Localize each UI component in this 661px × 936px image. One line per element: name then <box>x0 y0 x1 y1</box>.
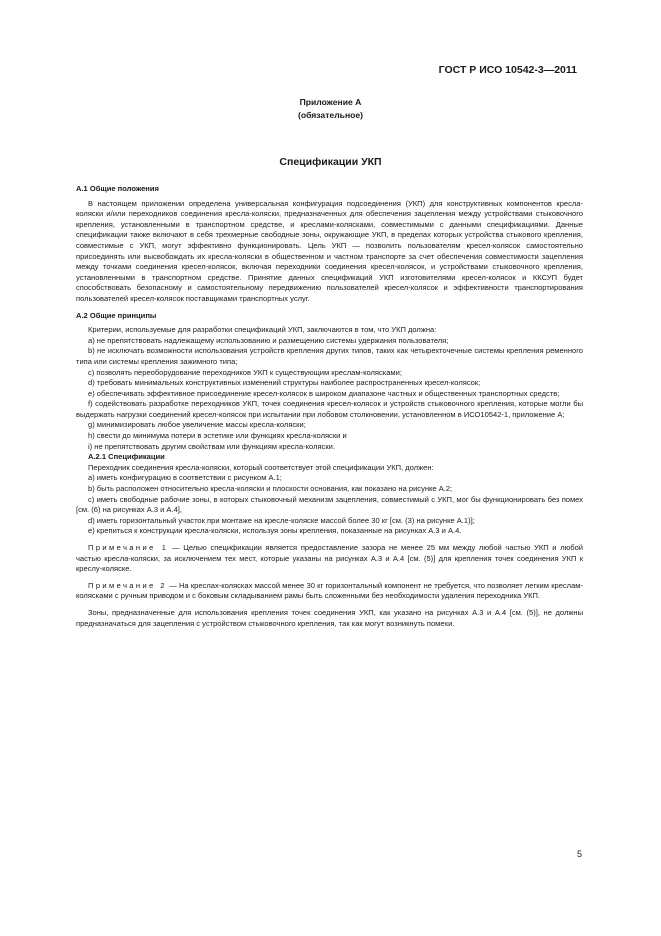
list-item: e) обеспечивать эффективное присоединение кресел-колясок в широком диапазоне частных и общественных транспортных средств; <box>88 388 560 398</box>
note-2 <box>76 581 583 602</box>
annex-label: Приложение А <box>299 97 362 107</box>
list-item: i) не препятствовать другим свойствам или функциям кресла-коляски. <box>88 441 335 451</box>
section-a1-paragraph: В настоящем приложении определена универсальная конфигурация подсоединения (УКП) для конструктивных компонентов кресла-коляски и/или переходников соединения кресла-коляски, предназначенных для обеспечения зацепления между устройствами стыковочного крепления, установленными в транспортном средстве, и креслами-колясками, совместимыми с данными спецификациями. Данные спецификации также включают в себя трехмерные свободные зоны, окружающие УКП, в пределах которых устройства стыкового крепления, совместимые с УКП, могут эффективно функционировать. Цель УКП — позволить пользователям кресел-колясок самостоятельно присоединять или высвобождать их кресла-коляски в общественном и частном транспорте за счет обеспечения совместимости зацепления между точками соединения кресел-колясок, включая переходники соединения кресел-колясок, и устройствами стыковочного крепления, установленными в транспортном средстве. Принятие данных спецификаций УКП изготовителями кресел-колясок и ККСУП будет способствовать безопасному и самостоятельному передвижению пользователей кресел-колясок и эффективности транспортирования пользователей кресел-колясок поставщиками транспортных услуг. <box>76 198 583 303</box>
document-title: Спецификации УКП <box>279 156 382 168</box>
list-item: c) иметь свободные рабочие зоны, в которых стыковочный механизм зацепления, совместимый с УКП, мог бы функционировать без помех [см. (6) на рисунках А.3 и А.4], <box>76 494 583 515</box>
section-a1-heading: А.1 Общие положения <box>76 184 159 193</box>
note-2-text: — На креслах-колясках массой менее 30 кг горизонтальный компонент не требуется, что позволяет легким креслам-колясками с ручным приводом и с боковым складыванием рамы быть сложенными без необходимости удаления переходника УКП. <box>76 580 583 601</box>
note-1-label: Примечание 1 <box>88 543 169 552</box>
note-1-text: — Целью спецификации является предоставление зазора не менее 25 мм между любой частью УКП и любой частью кресла-коляски, за исключением тех мест, которые указаны на рисунках А.3 и А.4 [см. (5)] для крепления точек соединения УКП к креслу-коляске. <box>76 543 583 574</box>
closing-paragraph: Зоны, предназначенные для использования крепления точек соединения УКП, как указано на рисунках А.3 и А.4 [см. (5)], не должны предназначаться для зацепления с устройством стыковочного крепления, так как могут возникнуть помехи. <box>76 607 583 628</box>
annex-heading <box>0 96 661 122</box>
list-item: d) иметь горизонтальный участок при монтаже на кресле-коляске массой более 30 кг [см. (3) на рисунке А.1)]; <box>88 515 475 525</box>
list-item: b) быть расположен относительно кресла-коляски и плоскости основания, как показано на рисунке А.2; <box>88 484 453 494</box>
annex-type: (обязательное) <box>297 110 364 120</box>
list-item: а) не препятствовать надлежащему использованию и размещению системы удержания пользователя; <box>88 335 449 345</box>
list-item: a) иметь конфигурацию в соответствии с рисунком А.1; <box>88 473 282 483</box>
section-a2-intro: Критерии, используемые для разработки спецификаций УКП, заключаются в том, что УКП должна: <box>88 325 437 335</box>
page-number: 5 <box>576 849 582 859</box>
list-item: f) содействовать разработке переходников УКП, точек соединения кресел-колясок и устройств стыковочного крепления, которые могли бы выдержать нагрузки соединений кресел-колясок при испытании при лобовом столкновении, установленном в ИСО10542-1, приложение А; <box>76 399 583 419</box>
list-item: h) свести до минимума потери в эстетике или функциях кресла-коляски и <box>88 431 347 441</box>
list-item: b) не исключать возможности использования устройств крепления других типов, таких как четырехточечные системы крепления ременного типа или системы крепления зажимного типа; <box>76 346 583 366</box>
section-a2-heading: А.2 Общие принципы <box>76 310 157 320</box>
note-2-label: Примечание 2 <box>88 580 167 590</box>
list-item: d) требовать минимальных конструктивных изменений структуры наиболее распространенных кресел-колясок; <box>88 378 481 388</box>
note-1 <box>76 543 583 575</box>
list-item: g) минимизировать любое увеличение массы кресла-коляски; <box>88 420 306 430</box>
document-body <box>76 184 583 629</box>
section-a21-heading: А.2.1 Спецификации <box>88 452 165 462</box>
standard-number: ГОСТ Р ИСО 10542-3—2011 <box>438 64 577 76</box>
list-item: c) позволять переоборудование переходников УКП к существующим креслам-колясками; <box>88 367 402 377</box>
list-item: e) крепиться к конструкции кресла-коляски, используя зоны крепления, показанные на рисунках А.3 и А.4. <box>88 526 462 536</box>
section-a21-intro: Переходник соединения кресла-коляски, который соответствует этой спецификации УКП, должен: <box>88 462 434 472</box>
